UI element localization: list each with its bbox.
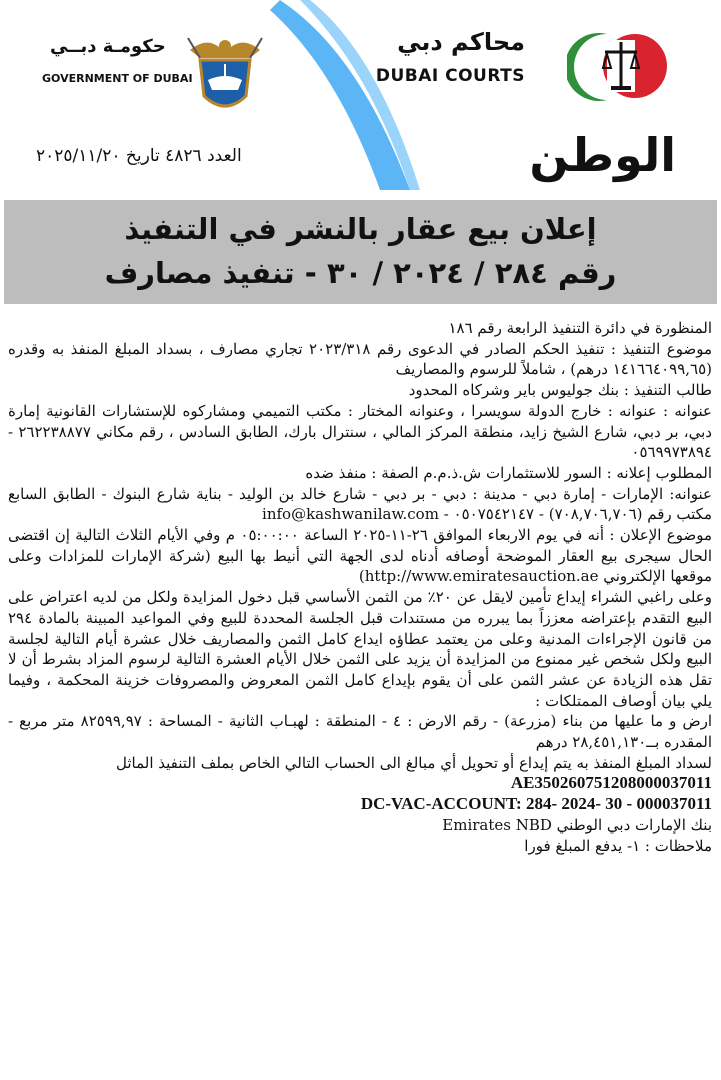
requester-address: عنوانه : عنوانه : خارج الدولة سويسرا ، وعنوانه المختار : مكتب التميمي ومشاركوه للإستشارات القانونية إمارة دبي، بر دبي، شارع الشيخ زايد، منطقة المركز المالي ، سنترال بارك، الطابق السادس ، رقم مكاني ٢٦٢٢٣٨٨٧٧ - ٠٥٦٩٩٧٣٨٩٤ — [8, 401, 712, 462]
case-number: رقم ٢٨٤ / ٢٠٢٤ / ٣٠ - تنفيذ مصارف — [104, 256, 617, 290]
notice-title: إعلان بيع عقار بالنشر في التنفيذ — [124, 212, 597, 246]
notice-title-banner — [4, 200, 717, 304]
iban: AE350260751208000037011 — [510, 773, 712, 793]
scales-emblem-icon — [567, 30, 687, 102]
court-circuit: المنظورة في دائرة التنفيذ الرابعة رقم ١٨٦ — [448, 319, 712, 337]
notice-subject: موضوع الإعلان : أنه في يوم الاربعاء الموافق ٢٦-١١-٢٠٢٥ الساعة ٠٥:٠٠:٠٠ م وفي الأيام الثلاث التالية إن اقتضى الحال سيجرى بيع العقار الموضحة أوصافه أدناه لدى الجهة التي أنيط بها البيع (شركة الإمارات للمزادات وعلى موقعها الإلكتروني http://www.emiratesauction.ae) — [8, 526, 713, 586]
execution-subject: موضوع التنفيذ : تنفيذ الحكم الصادر في الدعوى رقم ٢٠٢٣/٣١٨ تجاري مصارف ، بسداد المبلغ المنفذ به وقدره (١٤١٦٦٤٠٩٩,٦٥ درهم) ، شاملاً للرسوم والمصاريف — [8, 339, 712, 379]
issue-number-date: العدد ٤٨٢٦ تاريخ ٢٠٢٥/١١/٢٠ — [36, 146, 242, 166]
account-number: DC-VAC-ACCOUNT: 284- 2024- 30 - 000037011 — [360, 794, 712, 814]
notice-body — [8, 318, 712, 856]
bank-name: بنك الإمارات دبي الوطني Emirates NBD — [442, 815, 712, 834]
respondent-address: عنوانه: الإمارات - إمارة دبي - مدينة : دبي - بر دبي - شارع خالد بن الوليد - بناية شارع البنوك - الطابق السابع مكتب رقم (٧٠٨,٧٠٦,٧٠٦) - ٠٥٠٧٥٤٢١٤٧ - info@kashwanilaw.com — [8, 484, 712, 524]
respondent: المطلوب إعلانه : السور للاستثمارات ش.ذ.م.م الصفة : منفذ ضده — [305, 463, 712, 482]
courts-name-english: DUBAI COURTS — [375, 66, 525, 86]
courts-name-arabic: محاكم دبي — [397, 28, 525, 56]
dubai-courts-logo — [375, 26, 695, 106]
falcon-emblem-icon — [180, 28, 270, 118]
auction-terms: وعلى راغبي الشراء إيداع تأمين لايقل عن ٢٠٪ من الثمن الأساسي قبل دخول المزايدة ولكل من لديه اعتراض على البيع التقدم بإعتراضه معززاً بما يبرره من مستندات قبل الجلسة المحددة للبيع وفي المواعيد المبينة بالمادة ٢٩٤ من قانون الإجراءات المدنية وعلى من يعتمد عطاؤه ايداع كامل الثمن والمصاريف خلال عشرة أيام التالية لجلسة البيع ولكل شخص غير ممنوع من المزايدة أن يزيد على الثمن خلال الأيام العشرة التالية لرسوم المزاد بشرط أن لا تقل هذه الزيادة عن عشر الثمن على أن يقوم بإيداع كامل الثمن المعروض والمصروفات خزينة المحكمة ، وفيما يلي بيان أوصاف الممتلكات : — [8, 588, 713, 710]
property-description: ارض و ما عليها من بناء (مزرعة) - رقم الارض : ٤ - المنطقة : لهبـاب الثانية - المساحة : ٨٢٥٩٩,٩٧ متر مربع - المقدره بــ٢٨,٤٥١,١٣٠ درهم — [8, 712, 713, 752]
newspaper-name: الوطن — [529, 128, 676, 182]
payment-instruction: لسداد المبلغ المنفذ به يتم إيداع أو تحويل أي مبالغ الى الحساب التالي الخاص بملف التنفيذ الماثل — [115, 753, 712, 772]
gov-name-english: GOVERNMENT OF DUBAI — [42, 72, 193, 85]
execution-requester: طالب التنفيذ : بنك جوليوس باير وشركاه المحدود — [408, 381, 712, 400]
gov-name-arabic: حكومـة دبــي — [50, 36, 166, 57]
government-of-dubai-logo — [40, 28, 280, 118]
notes: ملاحظات : ١- يدفع المبلغ فورا — [524, 836, 712, 855]
page-header — [0, 0, 721, 190]
